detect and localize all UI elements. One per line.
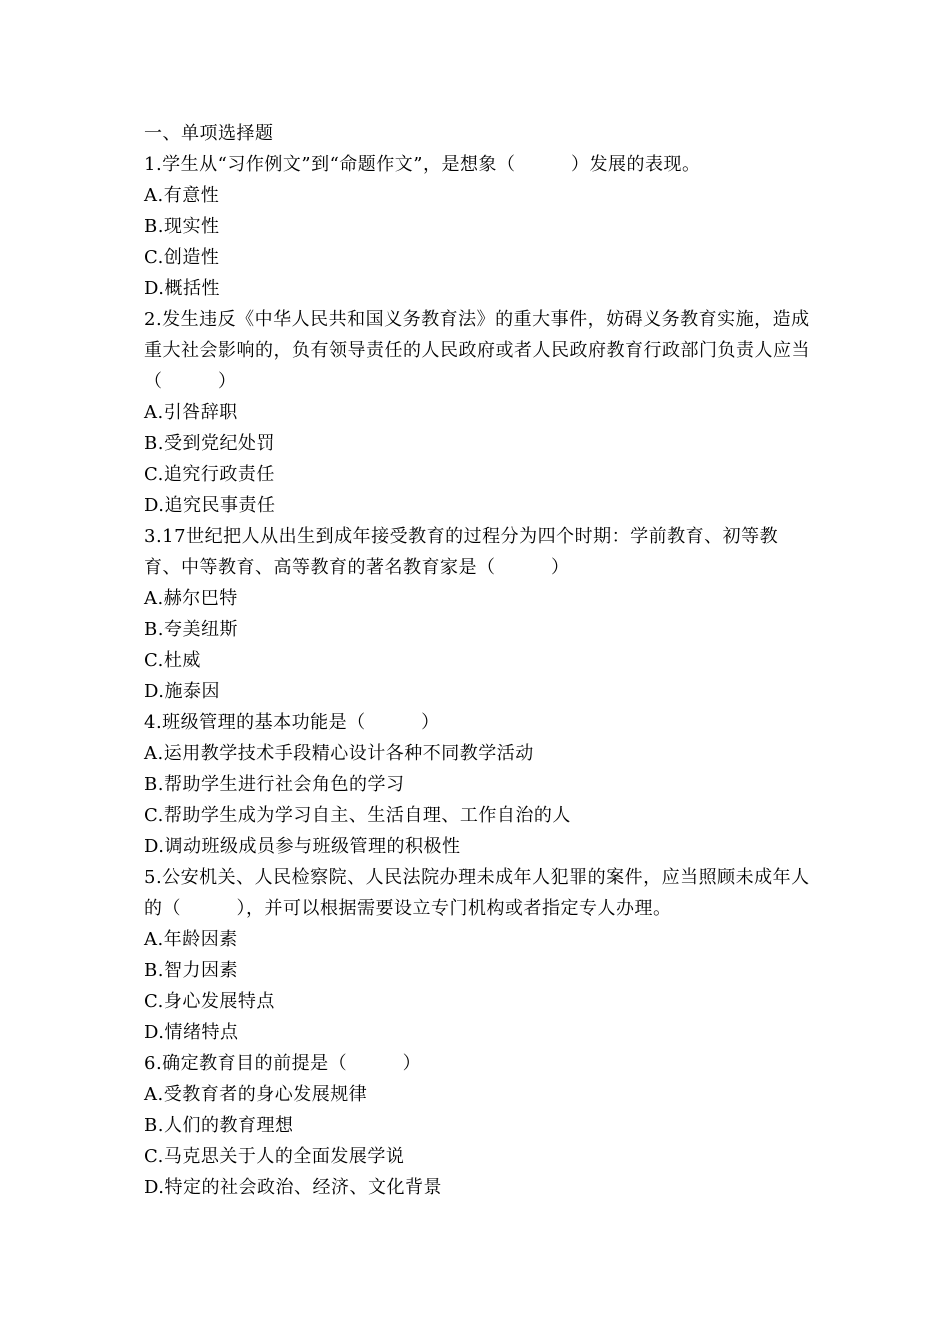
question-stem: 2.发生违反《中华人民共和国义务教育法》的重大事件，妨碍义务教育实施，造成重大社会影响的，负有领导责任的人民政府或者人民政府教育行政部门负责人应当（ ） [144, 309, 810, 392]
option-c: C.杜威 [144, 650, 201, 671]
option-a: A.有意性 [144, 185, 220, 206]
question-6 [144, 1048, 814, 1203]
question-5 [144, 862, 814, 1048]
option-c: C.马克思关于人的全面发展学说 [144, 1146, 405, 1167]
question-stem: 5.公安机关、人民检察院、人民法院办理未成年人犯罪的案件，应当照顾未成年人的（ ），并可以根据需要设立专门机构或者指定专人办理。 [144, 867, 810, 919]
option-c: C.追究行政责任 [144, 464, 275, 485]
option-d: D.概括性 [144, 278, 221, 299]
question-stem: 6.确定教育目的前提是（ ） [144, 1053, 422, 1074]
option-c: C.帮助学生成为学习自主、生活自理、工作自治的人 [144, 805, 571, 826]
document-page [144, 118, 814, 1203]
option-d: D.施泰因 [144, 681, 221, 702]
option-d: D.特定的社会政治、经济、文化背景 [144, 1177, 443, 1198]
option-d: D.追究民事责任 [144, 495, 276, 516]
option-a: A.赫尔巴特 [144, 588, 238, 609]
option-a: A.运用教学技术手段精心设计各种不同教学活动 [144, 743, 534, 764]
option-c: C.创造性 [144, 247, 220, 268]
option-b: B.夸美纽斯 [144, 619, 238, 640]
option-b: B.受到党纪处罚 [144, 433, 275, 454]
option-b: B.人们的教育理想 [144, 1115, 294, 1136]
question-3 [144, 521, 814, 707]
option-b: B.智力因素 [144, 960, 238, 981]
option-b: B.帮助学生进行社会角色的学习 [144, 774, 405, 795]
option-a: A.年龄因素 [144, 929, 238, 950]
option-a: A.引咎辞职 [144, 402, 238, 423]
section-title: 一、单项选择题 [144, 123, 274, 144]
question-4 [144, 707, 814, 862]
option-b: B.现实性 [144, 216, 220, 237]
question-stem: 1.学生从“习作例文”到“命题作文”，是想象（ ）发展的表现。 [144, 154, 701, 175]
option-d: D.情绪特点 [144, 1022, 239, 1043]
option-a: A.受教育者的身心发展规律 [144, 1084, 368, 1105]
question-stem: 3.17世纪把人从出生到成年接受教育的过程分为四个时期：学前教育、初等教育、中等教育、高等教育的著名教育家是（ ） [144, 526, 779, 578]
option-c: C.身心发展特点 [144, 991, 275, 1012]
question-1 [144, 149, 814, 304]
question-2 [144, 304, 814, 521]
option-d: D.调动班级成员参与班级管理的积极性 [144, 836, 461, 857]
question-stem: 4.班级管理的基本功能是（ ） [144, 712, 440, 733]
